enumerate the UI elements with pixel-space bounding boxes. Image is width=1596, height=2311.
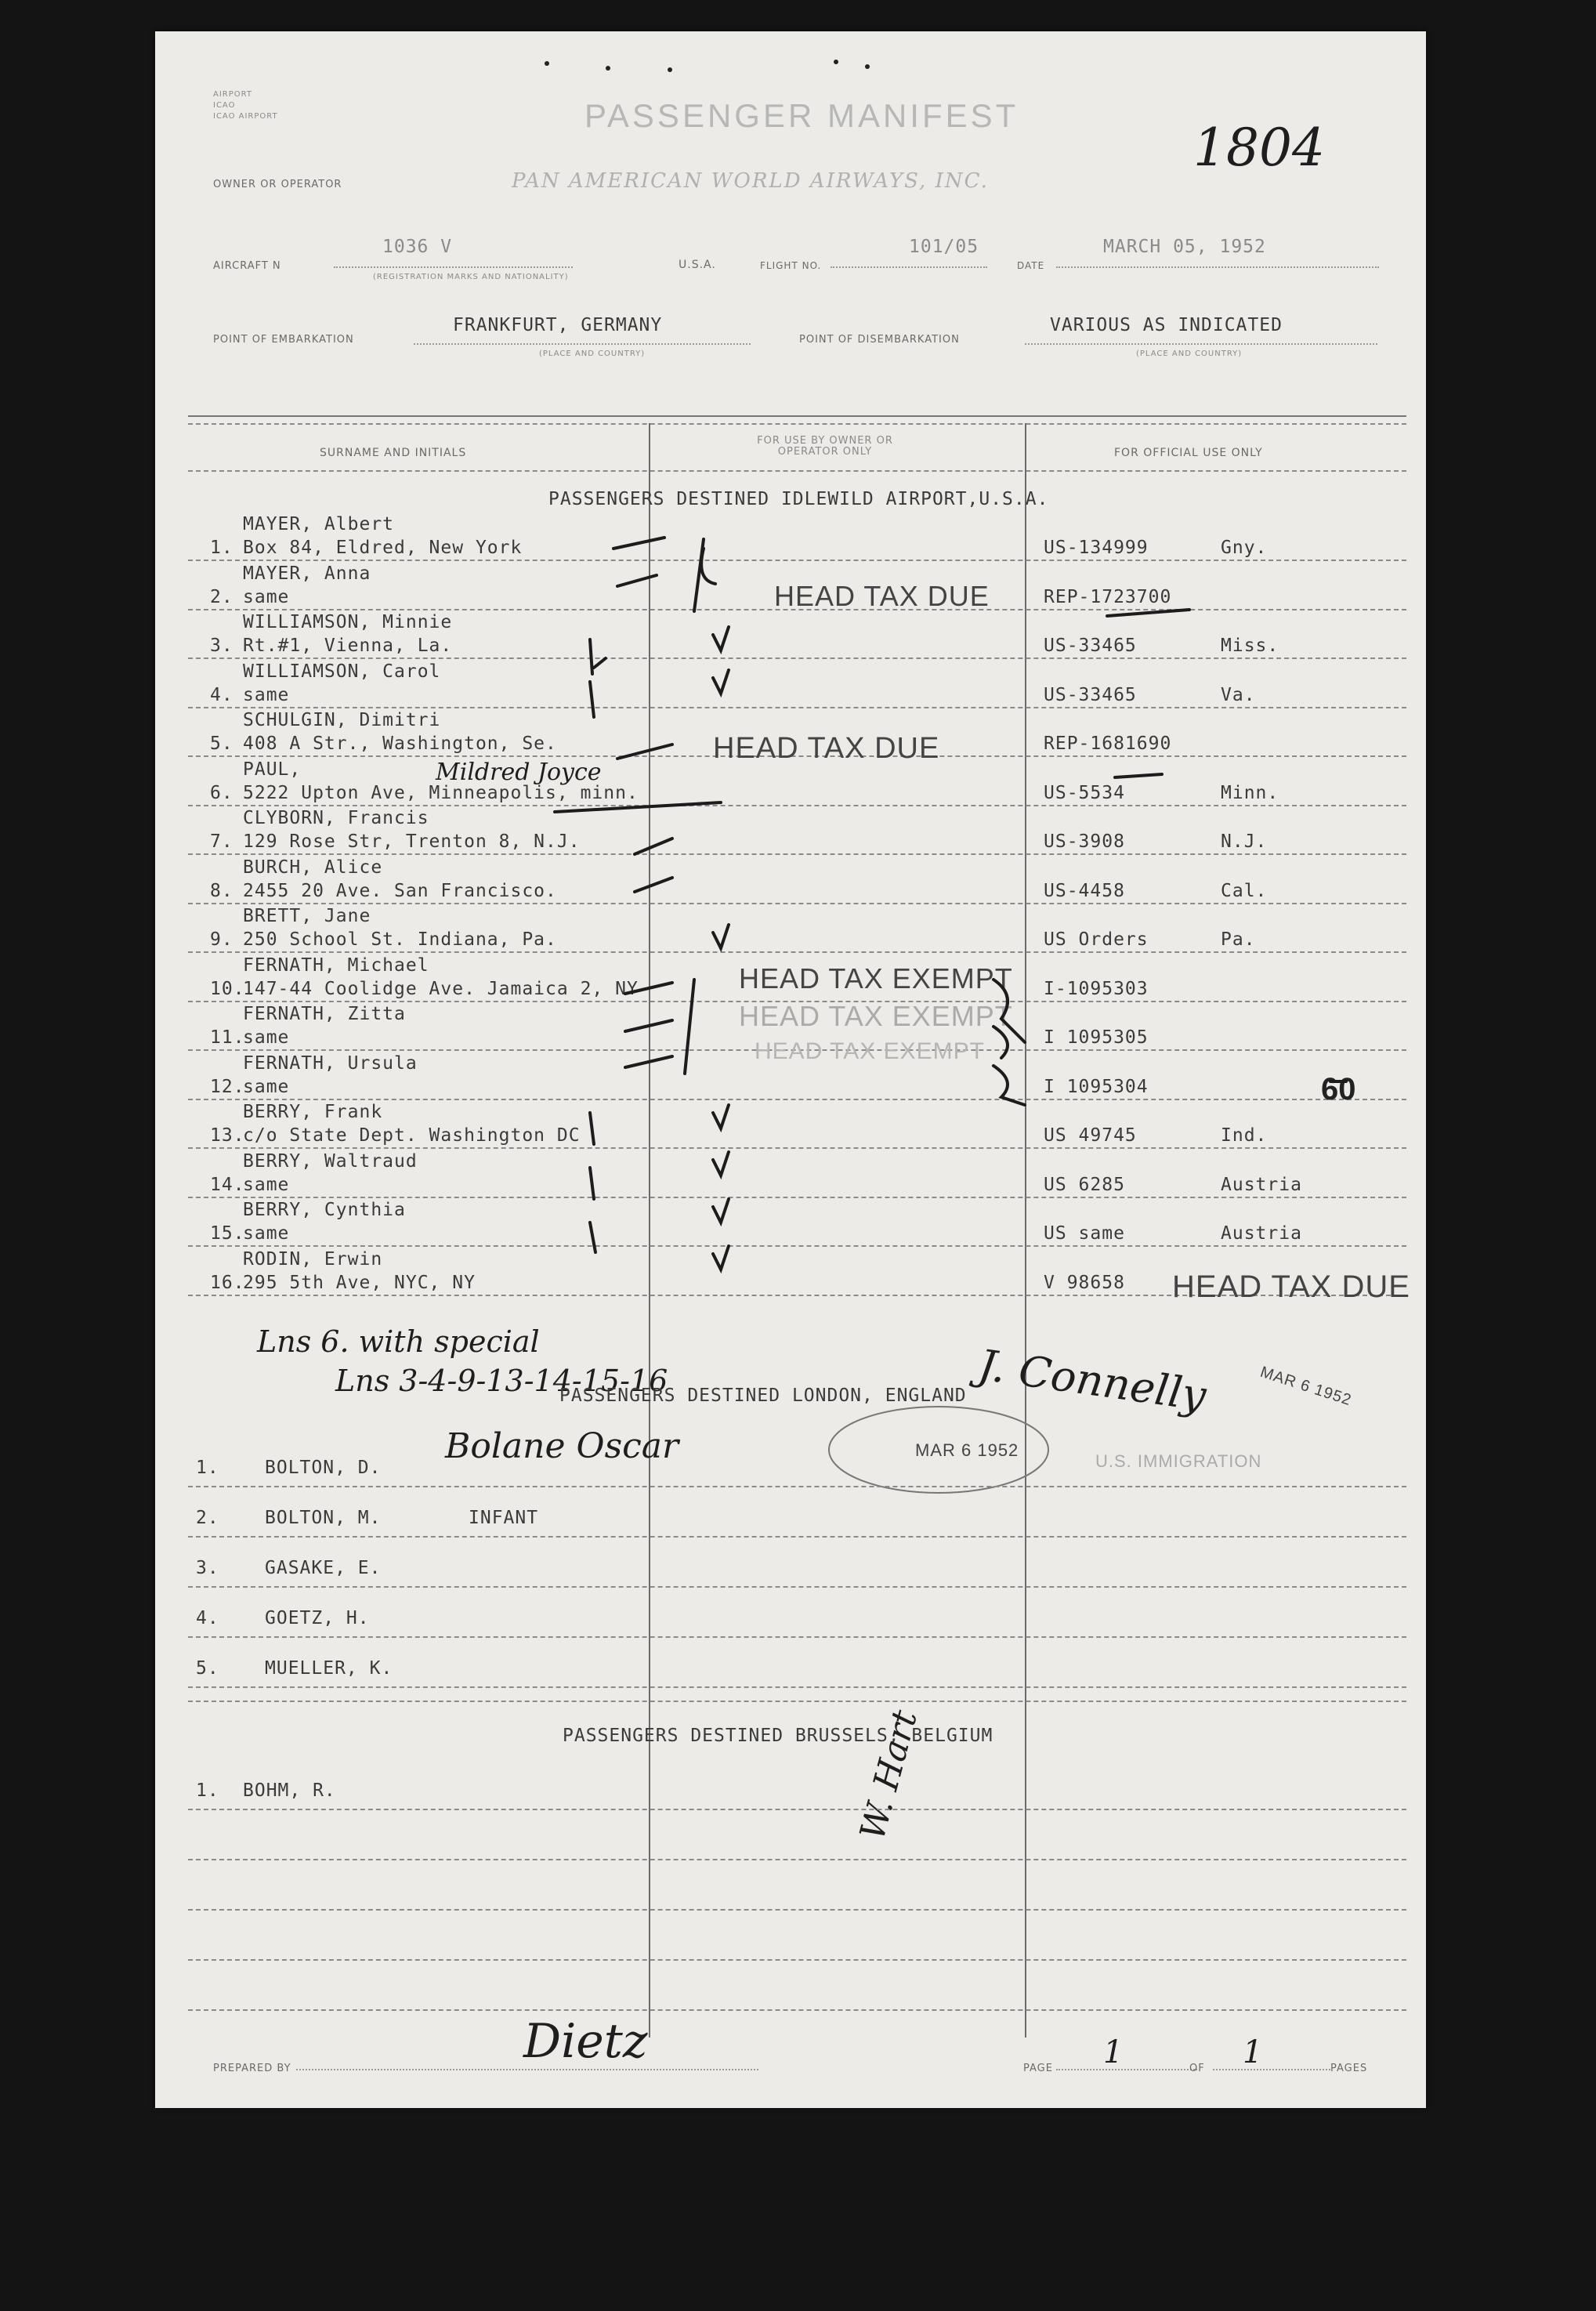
passenger-name: FERNATH, Michael xyxy=(243,954,429,976)
passenger-number: 2. xyxy=(210,586,233,607)
passenger-name: BRETT, Jane xyxy=(243,906,371,926)
corner-code: AIRPORT ICAO ICAO AIRPORT xyxy=(213,90,278,121)
date-label: DATE xyxy=(1017,260,1045,271)
passenger-name: WILLIAMSON, Minnie xyxy=(243,612,453,632)
date-value: MARCH 05, 1952 xyxy=(1103,237,1266,257)
passenger-name: MAYER, Anna xyxy=(243,563,371,584)
passenger-address: same xyxy=(243,1027,290,1048)
passenger-address: Rt.#1, Vienna, La. xyxy=(243,636,453,656)
passenger-number: 15. xyxy=(210,1223,245,1244)
owner-value: PAN AMERICAN WORLD AIRWAYS, INC. xyxy=(512,169,989,193)
owner-label: OWNER OR OPERATOR xyxy=(213,179,342,190)
disembarkation-value: VARIOUS AS INDICATED xyxy=(1050,315,1283,335)
passenger-document: US-4458 xyxy=(1044,880,1125,901)
handwritten-number: 1804 xyxy=(1193,118,1325,178)
passenger-address: same xyxy=(243,1223,290,1244)
date-stamp: MAR 6 1952 xyxy=(1258,1363,1354,1410)
passenger-name: BOLTON, D. xyxy=(265,1458,382,1478)
embarkation-value: FRANKFURT, GERMANY xyxy=(453,315,663,335)
passenger-address: same xyxy=(243,1174,290,1195)
passenger-number: 11. xyxy=(210,1027,245,1048)
passenger-address: 250 School St. Indiana, Pa. xyxy=(243,929,557,950)
passenger-state: Cal. xyxy=(1221,880,1268,901)
passenger-address: same xyxy=(243,586,290,607)
passenger-document: I-1095303 xyxy=(1044,978,1149,999)
passenger-address: 2455 20 Ave. San Francisco. xyxy=(243,880,557,901)
passenger-number: 2. xyxy=(196,1508,219,1528)
passenger-name: GOETZ, H. xyxy=(265,1608,370,1628)
passenger-number: 3. xyxy=(196,1558,219,1578)
passenger-number: 5. xyxy=(196,1658,219,1679)
passenger-document: US-134999 xyxy=(1044,538,1149,558)
passenger-state: Austria xyxy=(1221,1174,1302,1195)
passenger-number: 5. xyxy=(210,734,233,754)
column-owner-use: FOR USE BY OWNER OR OPERATOR ONLY xyxy=(757,435,893,458)
passenger-name: BURCH, Alice xyxy=(243,857,383,878)
passenger-address: Box 84, Eldred, New York xyxy=(243,538,523,558)
passenger-name: BOLTON, M. xyxy=(265,1508,382,1528)
pages-label: PAGES xyxy=(1330,2063,1368,2074)
passenger-name: FERNATH, Ursula xyxy=(243,1052,418,1074)
passenger-name: RODIN, Erwin xyxy=(243,1248,383,1270)
passenger-name: CLYBORN, Francis xyxy=(243,808,429,828)
passenger-number: 1. xyxy=(196,1458,219,1478)
passenger-note: INFANT xyxy=(469,1508,539,1528)
passenger-name: BOHM, R. xyxy=(243,1780,336,1801)
passenger-document: V 98658 xyxy=(1044,1272,1125,1293)
passenger-name: PAUL, xyxy=(243,759,302,780)
head-tax-due-stamp: HEAD TAX DUE xyxy=(774,580,990,612)
flight-value: 101/05 xyxy=(909,237,979,257)
disembarkation-label: POINT OF DISEMBARKATION xyxy=(799,334,960,346)
passenger-number: 4. xyxy=(210,684,233,705)
passenger-document: US-5534 xyxy=(1044,782,1125,803)
passenger-address: 408 A Str., Washington, Se. xyxy=(243,734,557,754)
passenger-number: 14. xyxy=(210,1174,245,1195)
aircraft-label: AIRCRAFT N xyxy=(213,260,281,272)
flight-label: FLIGHT NO. xyxy=(760,260,822,271)
passenger-name: WILLIAMSON, Carol xyxy=(243,661,441,682)
passenger-state: Miss. xyxy=(1221,636,1279,656)
passenger-address: same xyxy=(243,684,290,705)
handwritten-name: Mildred Joyce xyxy=(436,759,602,786)
manifest-sheet xyxy=(155,31,1426,2108)
passenger-number: 7. xyxy=(210,831,233,852)
passenger-state: Pa. xyxy=(1221,929,1256,950)
passenger-document: I 1095305 xyxy=(1044,1027,1149,1048)
passenger-state: N.J. xyxy=(1221,831,1268,852)
check-marks xyxy=(155,31,1426,2108)
passenger-state: Minn. xyxy=(1221,782,1279,803)
passenger-address: 295 5th Ave, NYC, NY xyxy=(243,1272,476,1293)
passenger-name: BERRY, Frank xyxy=(243,1102,383,1122)
handwritten-note: Lns 3-4-9-13-14-15-16 xyxy=(335,1364,668,1398)
number-60-stamp: 60 xyxy=(1321,1072,1356,1107)
passenger-address: 147-44 Coolidge Ave. Jamaica 2, NY xyxy=(243,978,639,999)
passenger-number: 3. xyxy=(210,636,233,656)
passenger-address: 129 Rose Str, Trenton 8, N.J. xyxy=(243,831,581,852)
passenger-name: BERRY, Cynthia xyxy=(243,1200,406,1220)
passenger-number: 9. xyxy=(210,929,233,950)
passenger-document: REP-1723700 xyxy=(1044,586,1172,607)
column-surname: SURNAME AND INITIALS xyxy=(320,447,467,459)
disembarkation-caption: (PLACE AND COUNTRY) xyxy=(1136,350,1243,358)
handwritten-note: Lns 6. with special xyxy=(257,1324,540,1359)
passenger-name: MUELLER, K. xyxy=(265,1658,393,1679)
column-official-use: FOR OFFICIAL USE ONLY xyxy=(1114,447,1263,459)
section-brussels: PASSENGERS DESTINED BRUSSELS, BELGIUM xyxy=(563,1726,993,1746)
passenger-number: 6. xyxy=(210,782,233,803)
passenger-number: 1. xyxy=(210,538,233,558)
head-tax-exempt-stamp: HEAD TAX EXEMPT xyxy=(739,1000,1013,1032)
section-london: PASSENGERS DESTINED LONDON, ENGLAND xyxy=(559,1386,967,1406)
passenger-number: 10. xyxy=(210,978,245,999)
embarkation-label: POINT OF EMBARKATION xyxy=(213,334,354,346)
passenger-address: same xyxy=(243,1076,290,1097)
head-tax-due-stamp: HEAD TAX DUE xyxy=(713,732,940,765)
page-number: 1 xyxy=(1103,2034,1124,2070)
passenger-document: US Orders xyxy=(1044,929,1149,950)
date-stamp-outline xyxy=(155,31,390,149)
passenger-name: GASAKE, E. xyxy=(265,1558,382,1578)
passenger-number: 1. xyxy=(196,1780,219,1801)
passenger-address: c/o State Dept. Washington DC xyxy=(243,1125,581,1146)
passenger-name: MAYER, Albert xyxy=(243,514,395,534)
handwritten-signature: J. Connelly xyxy=(975,1339,1210,1422)
embarkation-caption: (PLACE AND COUNTRY) xyxy=(539,350,646,358)
registration-caption: (REGISTRATION MARKS AND NATIONALITY) xyxy=(373,273,569,281)
passenger-number: 8. xyxy=(210,880,233,901)
passenger-number: 4. xyxy=(196,1608,219,1628)
passenger-document: US-3908 xyxy=(1044,831,1125,852)
date-stamp: MAR 6 1952 xyxy=(915,1440,1019,1460)
of-label: OF xyxy=(1189,2063,1205,2074)
passenger-number: 12. xyxy=(210,1076,245,1097)
passenger-name: SCHULGIN, Dimitri xyxy=(243,710,441,730)
passenger-address: 5222 Upton Ave, Minneapolis, minn. xyxy=(243,782,639,803)
passenger-document: US 49745 xyxy=(1044,1125,1137,1146)
passenger-document: US 6285 xyxy=(1044,1174,1125,1195)
passenger-document: REP-1681690 xyxy=(1044,734,1172,754)
aircraft-value: 1036 V xyxy=(382,237,453,257)
passenger-number: 13. xyxy=(210,1125,245,1146)
handwritten-vertical-signature: W. Hart xyxy=(852,1705,925,1845)
passenger-name: FERNATH, Zitta xyxy=(243,1004,406,1024)
page-label: PAGE xyxy=(1023,2063,1053,2074)
passenger-document: US same xyxy=(1044,1223,1125,1244)
head-tax-exempt-stamp: HEAD TAX EXEMPT xyxy=(739,962,1013,994)
page-total: 1 xyxy=(1243,2034,1263,2070)
prepared-by-label: PREPARED BY xyxy=(213,2063,291,2074)
passenger-state: Va. xyxy=(1221,684,1256,705)
head-tax-exempt-stamp: HEAD TAX EXEMPT xyxy=(755,1038,985,1064)
handwritten-name: Bolane Oscar xyxy=(445,1426,679,1466)
immigration-stamp: U.S. IMMIGRATION xyxy=(1095,1451,1262,1471)
passenger-state: Ind. xyxy=(1221,1125,1268,1146)
country-label: U.S.A. xyxy=(679,259,716,271)
passenger-document: I 1095304 xyxy=(1044,1076,1149,1097)
page-title: PASSENGER MANIFEST xyxy=(584,97,1019,134)
passenger-document: US-33465 xyxy=(1044,684,1137,705)
passenger-state: Gny. xyxy=(1221,538,1268,558)
section-idlewild: PASSENGERS DESTINED IDLEWILD AIRPORT,U.S.A. xyxy=(548,489,1049,509)
passenger-name: BERRY, Waltraud xyxy=(243,1150,418,1172)
head-tax-due-stamp: HEAD TAX DUE xyxy=(1172,1270,1410,1304)
passenger-state: Austria xyxy=(1221,1223,1302,1244)
passenger-number: 16. xyxy=(210,1272,245,1293)
passenger-document: US-33465 xyxy=(1044,636,1137,656)
prepared-by-signature: Dietz xyxy=(523,2014,648,2069)
